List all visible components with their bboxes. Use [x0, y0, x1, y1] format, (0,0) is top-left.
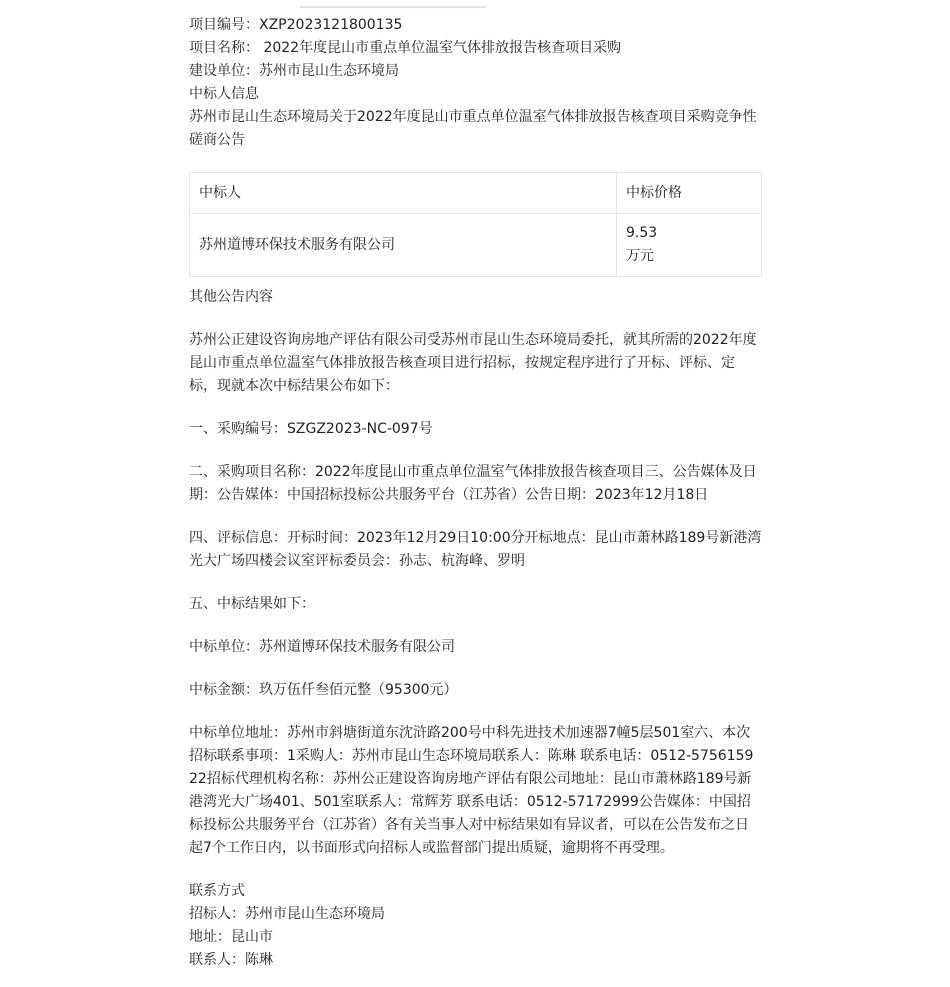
announcement-title: 苏州市昆山生态环境局关于2022年度昆山市重点单位温室气体排放报告核查项目采购竞争性磋商公告 [189, 109, 757, 148]
contact-address: 地址：昆山市 [189, 929, 273, 945]
other-content-label: 其他公告内容 [189, 289, 273, 305]
contact-tenderer: 招标人：苏州市昆山生态环境局 [189, 906, 385, 922]
builder-unit: 建设单位：苏州市昆山生态环境局 [189, 63, 399, 79]
intro-paragraph: 苏州公正建设咨询房地产评估有限公司受苏州市昆山生态环境局委托，就其所需的2022年度昆山市重点单位温室气体排放报告核查项目进行招标，按规定程序进行了开标、评标、定标，现就本次中标结果公布如下： [189, 332, 757, 394]
cell-price [617, 214, 762, 277]
award-table [189, 172, 762, 277]
announcement-content [189, 14, 762, 972]
winner-info-label: 中标人信息 [189, 86, 259, 102]
contact-person: 联系人：陈琳 [189, 952, 273, 968]
price-value: 9.53 [626, 225, 658, 241]
price-unit: 万元 [626, 248, 654, 264]
winning-amount: 中标金额：玖万伍仟叁佰元整（95300元） [189, 682, 458, 698]
cell-winner: 苏州道博环保技术服务有限公司 [190, 214, 617, 277]
project-name: 项目名称： 2022年度昆山市重点单位温室气体排放报告核查项目采购 [189, 40, 622, 56]
item-procurement-number: 一、采购编号：SZGZ2023-NC-097号 [189, 421, 433, 437]
item-project-name-media: 二、采购项目名称：2022年度昆山市重点单位温室气体排放报告核查项目三、公告媒体及日期：公告媒体：中国招标投标公共服务平台（江苏省）公告日期：2023年12月18日 [189, 464, 757, 503]
winning-unit: 中标单位：苏州道博环保技术服务有限公司 [189, 639, 455, 655]
table-row [190, 214, 762, 277]
item-result-heading: 五、中标结果如下： [189, 596, 315, 612]
top-divider [300, 6, 486, 8]
table-header-row [190, 173, 762, 214]
contact-label: 联系方式 [189, 883, 245, 899]
header-price: 中标价格 [617, 173, 762, 214]
project-number: 项目编号：XZP2023121800135 [189, 17, 403, 33]
item-evaluation-info: 四、评标信息：开标时间：2023年12月29日10:00分开标地点：昆山市萧林路189号新港湾光大广场四楼会议室评标委员会：孙志、杭海峰、罗明 [189, 530, 762, 569]
header-winner: 中标人 [190, 173, 617, 214]
detail-paragraph: 中标单位地址：苏州市斜塘街道东沈浒路200号中科先进技术加速器7幢5层501室六、本次招标联系事项：1采购人：苏州市昆山生态环境局联系人：陈琳 联系电话：0512-575615922招标代理机构名称：苏州公正建设咨询房地产评估有限公司地址：昆山市萧林路189号新港湾光大广场401、501室联系人：常辉芳 联系电话：0512-57172999公告媒体：中国招标投标公共服务平台（江苏省）各有关当事人对中标结果如有异议者，可以在公告发布之日起7个工作日内，以书面形式向招标人或监督部门提出质疑，逾期将不再受理。 [189, 725, 754, 856]
